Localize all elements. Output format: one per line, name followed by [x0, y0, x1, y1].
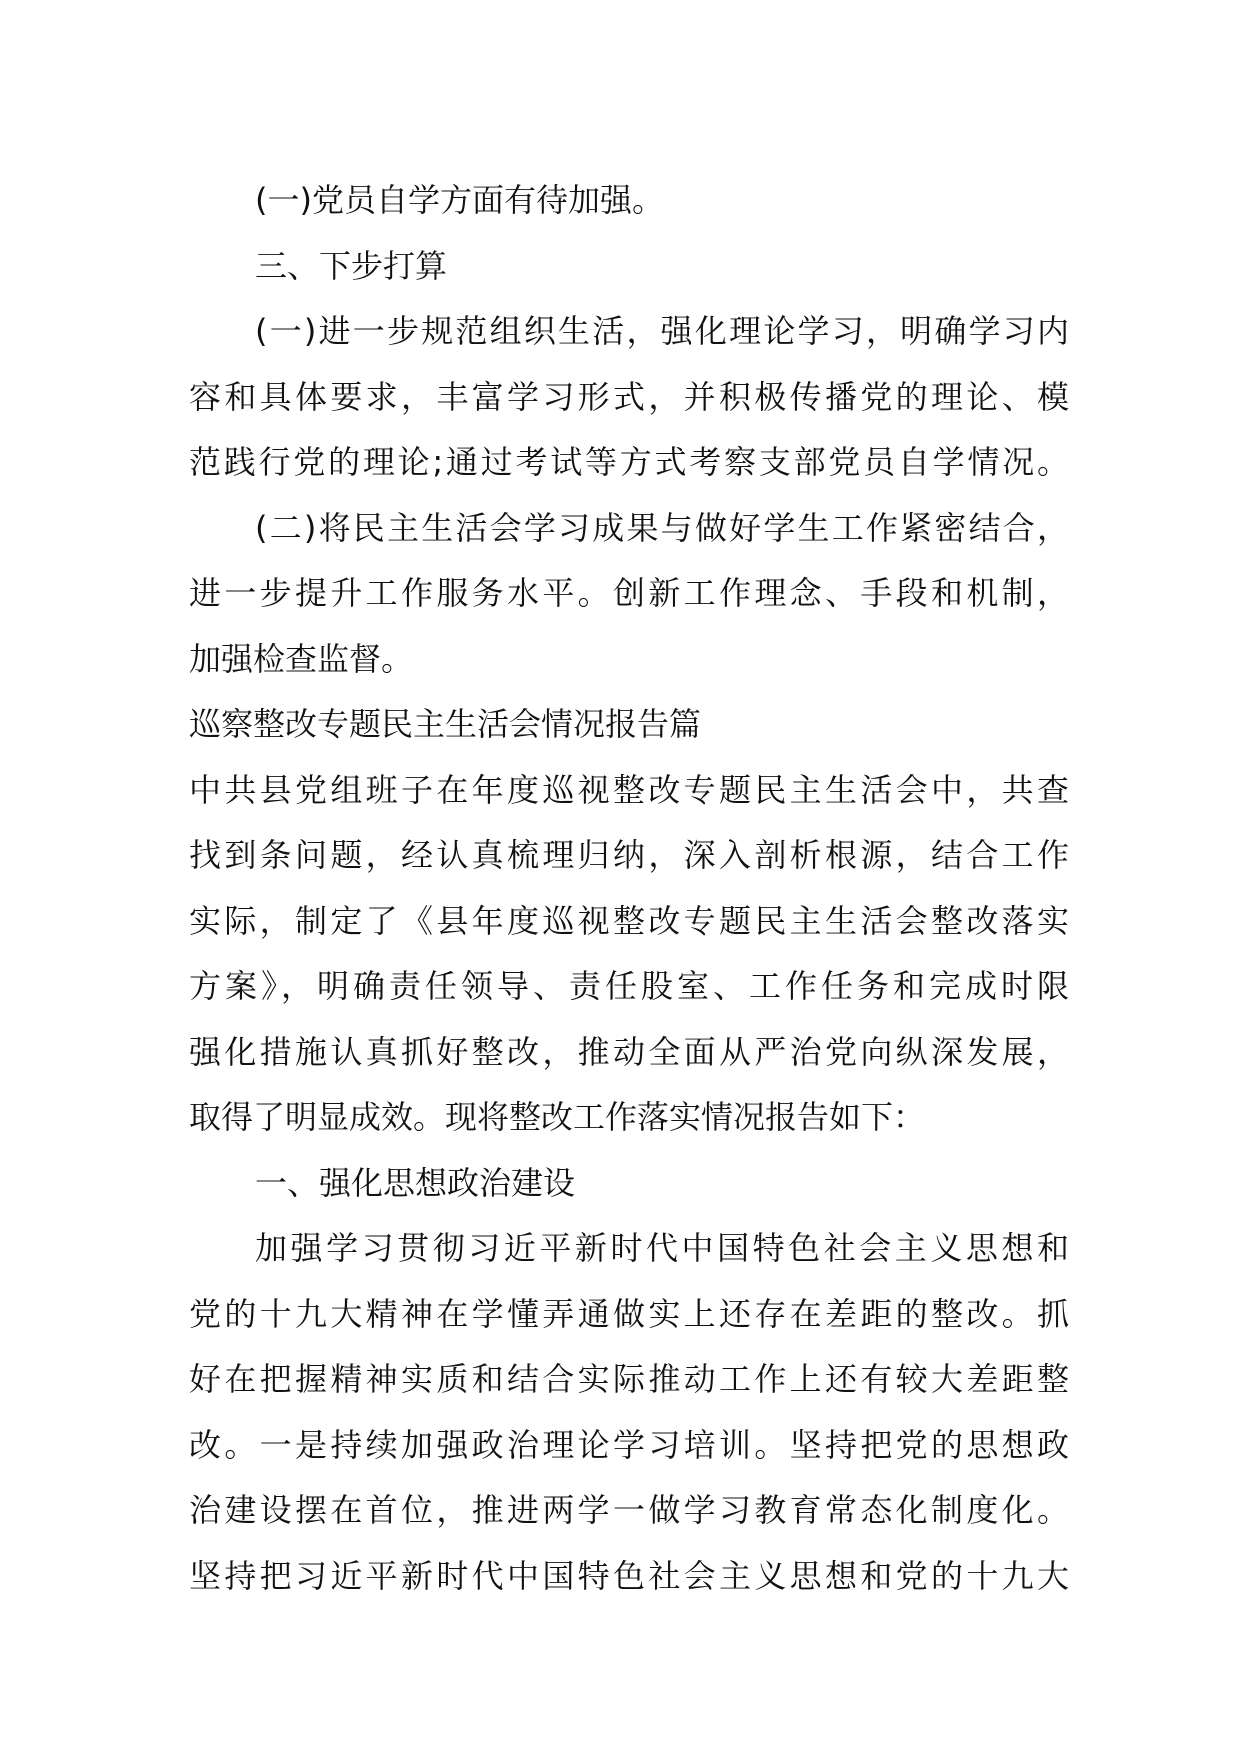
- paragraph-line: 加强检查监督。: [189, 639, 414, 678]
- paragraph-line: 治建设摆在首位，推进两学一做学习教育常态化制度化。: [189, 1491, 1069, 1529]
- paragraph-line: 找到条问题，经认真梳理归纳，深入剖析根源，结合工作: [189, 836, 1069, 874]
- paragraph-line: 党的十九大精神在学懂弄通做实上还存在差距的整改。抓: [189, 1294, 1069, 1333]
- paragraph-line: 强化措施认真抓好整改，推动全面从严治党向纵深发展，: [189, 1032, 1069, 1071]
- paragraph-line: 范践行党的理论;通过考试等方式考察支部党员自学情况。: [189, 443, 1069, 481]
- paragraph-line: 容和具体要求，丰富学习形式，并积极传播党的理论、模: [189, 377, 1069, 416]
- paragraph-line: 中共县党组班子在年度巡视整改专题民主生活会中，共查: [189, 770, 1069, 809]
- section-heading: 一、强化思想政治建设: [255, 1163, 576, 1202]
- document-body: [189, 168, 1069, 1609]
- paragraph-line: (一)党员自学方面有待加强。: [255, 181, 664, 219]
- paragraph-line: 进一步提升工作服务水平。创新工作理念、手段和机制，: [189, 574, 1069, 612]
- paragraph-line: 取得了明显成效。现将整改工作落实情况报告如下：: [189, 1098, 926, 1136]
- paragraph-line: (二)将民主生活会学习成果与做好学生工作紧密结合，: [255, 508, 1069, 547]
- paragraph-line: 方案》，明确责任领导、责任股室、工作任务和完成时限: [189, 967, 1069, 1005]
- section-heading: 三、下步打算: [255, 246, 448, 285]
- paragraph-line: 改。一是持续加强政治理论学习培训。坚持把党的思想政: [189, 1425, 1069, 1464]
- document-title: 巡察整改专题民主生活会情况报告篇: [189, 705, 702, 743]
- paragraph-line: 好在把握精神实质和结合实际推动工作上还有较大差距整: [189, 1360, 1069, 1398]
- paragraph-line: (一)进一步规范组织生活，强化理论学习，明确学习内: [255, 312, 1069, 350]
- paragraph-line: 实际，制定了《县年度巡视整改专题民主生活会整改落实: [189, 901, 1069, 940]
- paragraph-line: 坚持把习近平新时代中国特色社会主义思想和党的十九大: [189, 1556, 1069, 1595]
- paragraph-line: 加强学习贯彻习近平新时代中国特色社会主义思想和: [255, 1229, 1069, 1267]
